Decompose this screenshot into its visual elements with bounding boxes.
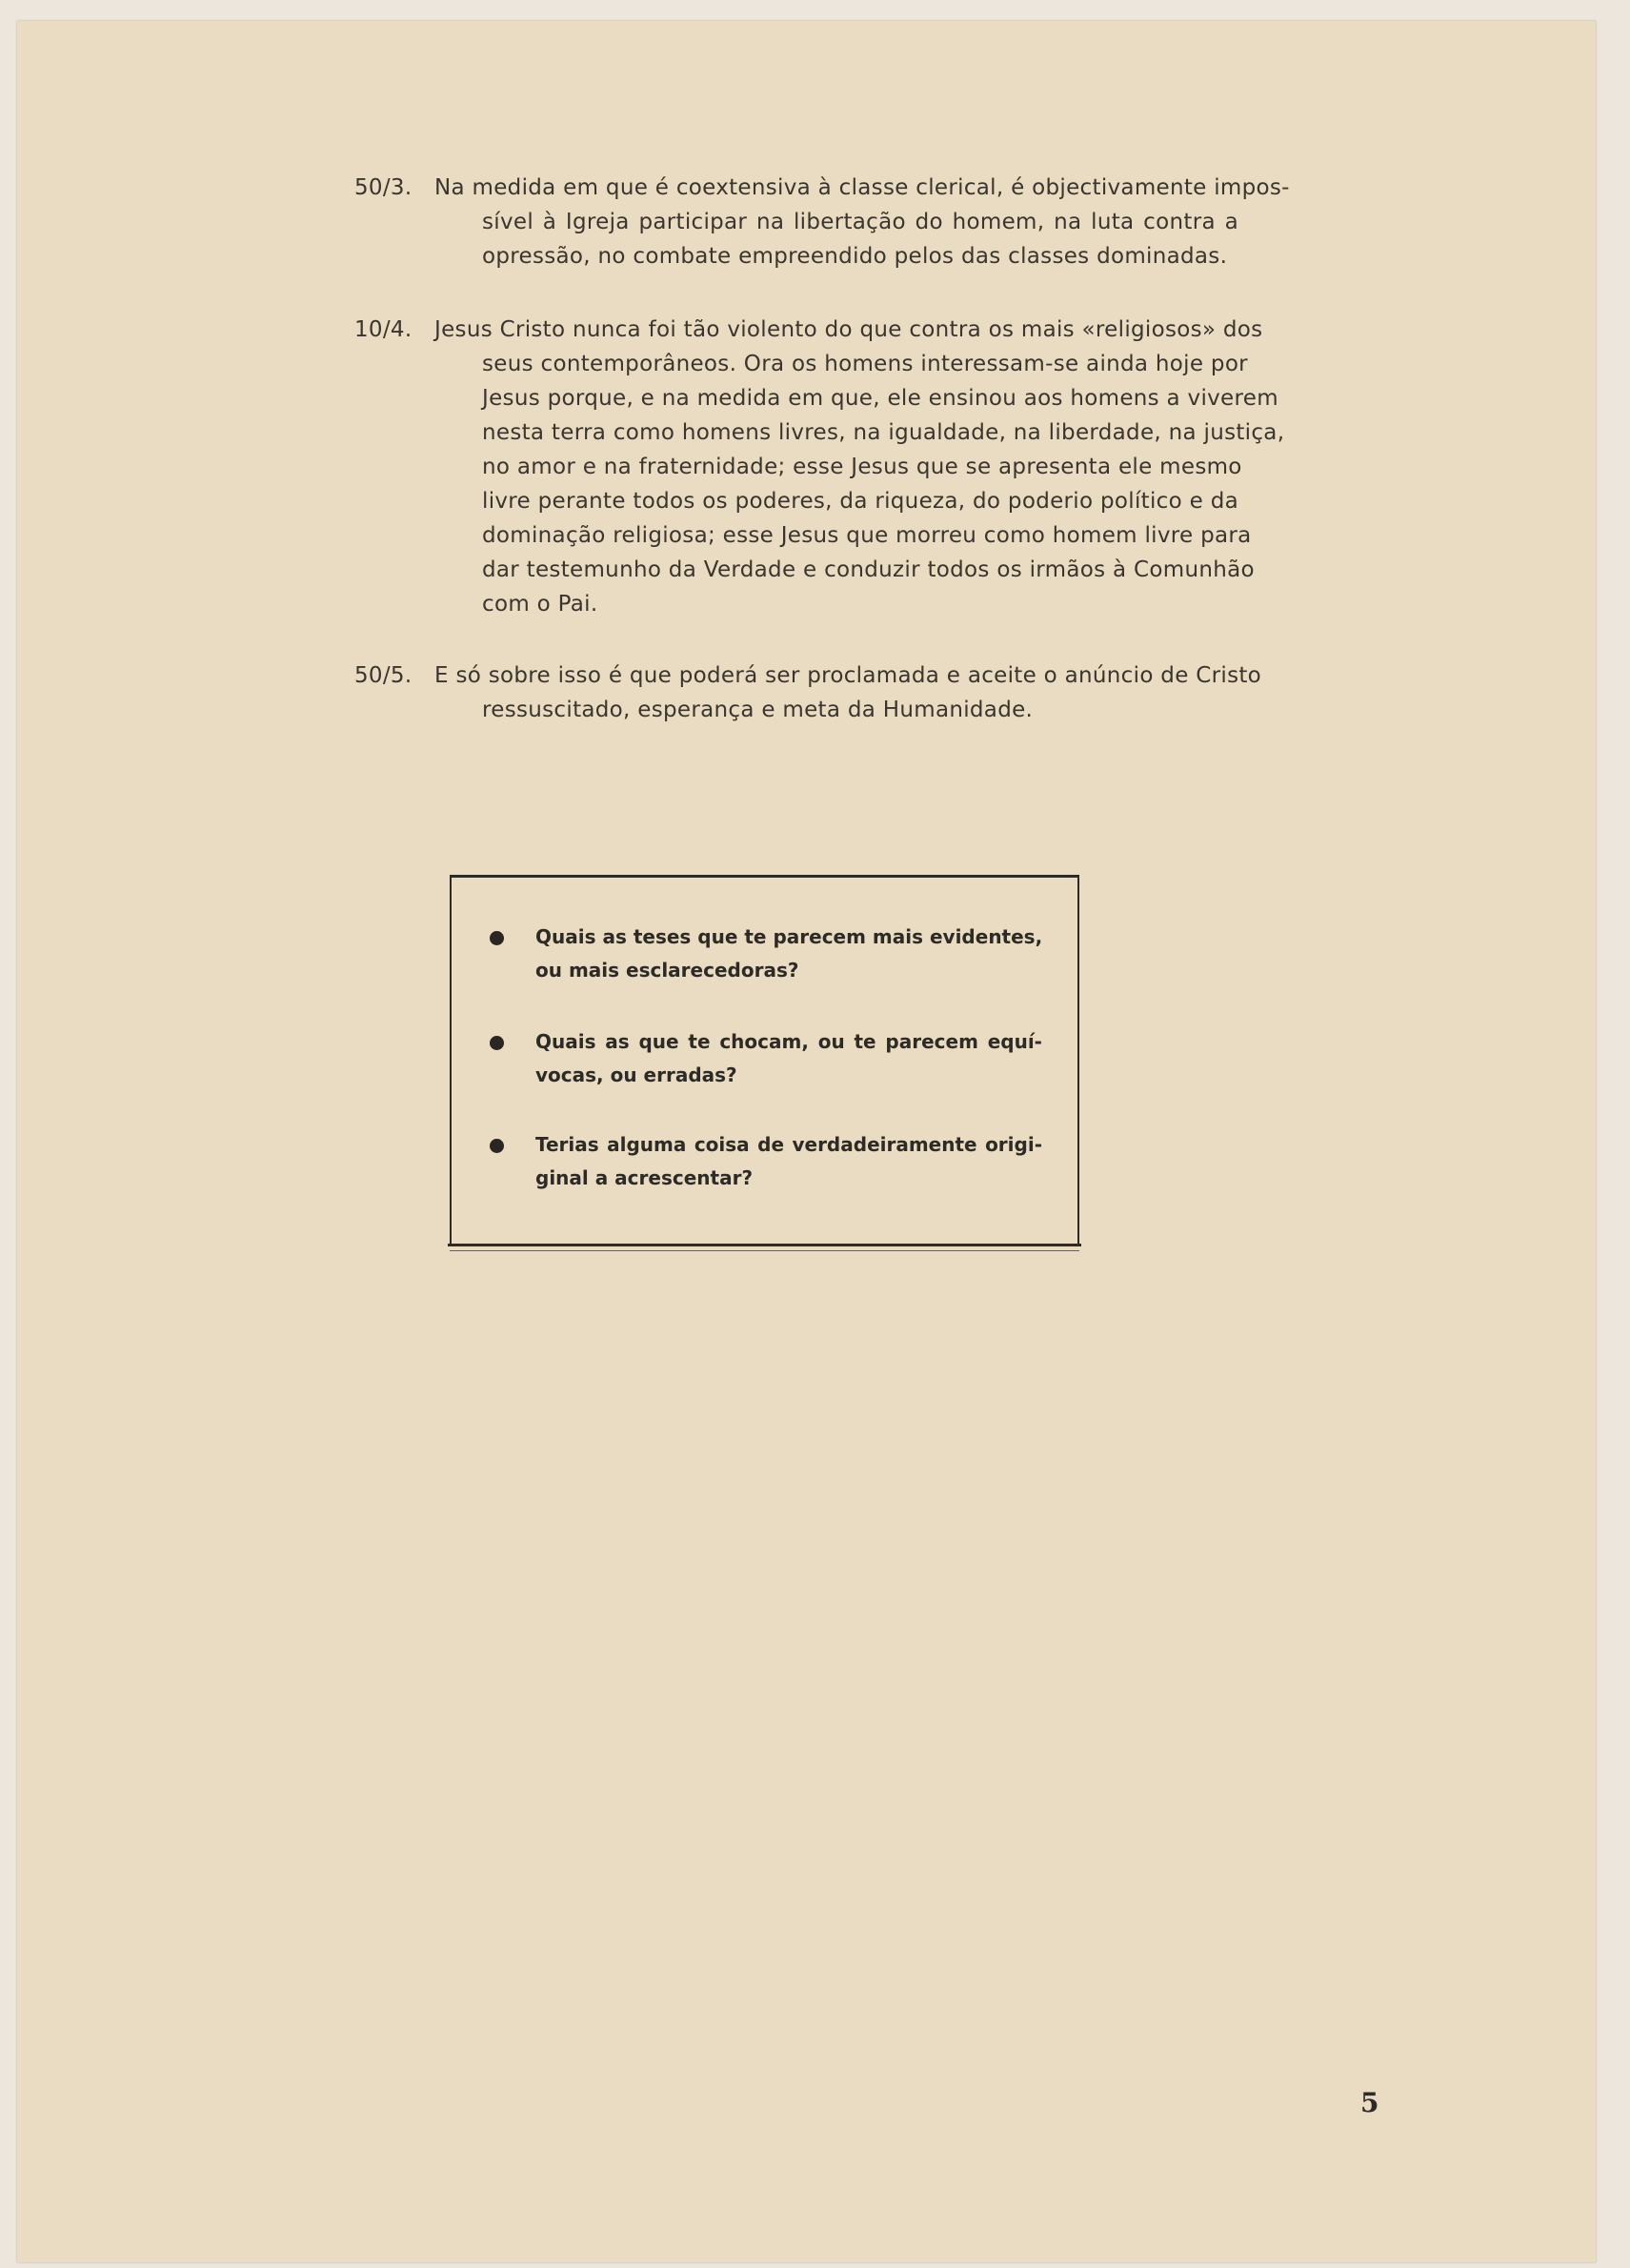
- thesis-line: E só sobre isso é que poderá ser proclamada e aceite o anúncio de Cristo: [434, 663, 1262, 688]
- question-line: ou mais esclarecedoras?: [535, 959, 799, 982]
- thesis-line: seus contemporâneos. Ora os homens interessam-se ainda hoje por: [482, 352, 1248, 376]
- questions-box: [450, 875, 1079, 1245]
- question-line: vocas, ou erradas?: [535, 1063, 737, 1086]
- question-line: ginal a acrescentar?: [535, 1166, 754, 1189]
- thesis-line: nesta terra como homens livres, na igualdade, na liberdade, na justiça,: [482, 420, 1285, 445]
- question-line: Quais as teses que te parecem mais evidentes,: [535, 925, 1043, 948]
- thesis-line: dar testemunho da Verdade e conduzir todos os irmãos à Comunhão: [482, 557, 1255, 582]
- thesis-line: no amor e na fraternidade; esse Jesus que se apresenta ele mesmo: [482, 455, 1242, 479]
- thesis-line: opressão, no combate empreendido pelos das classes dominadas.: [482, 244, 1228, 269]
- page-number: 5: [1360, 2087, 1379, 2118]
- thesis-line: Jesus Cristo nunca foi tão violento do que contra os mais «religiosos» dos: [434, 317, 1263, 342]
- box-bottom-rule: [448, 1244, 1081, 1246]
- thesis-line: dominação religiosa; esse Jesus que morreu como homem livre para: [482, 523, 1252, 548]
- thesis-line: ressuscitado, esperança e meta da Humanidade.: [482, 698, 1034, 722]
- thesis-line: com o Pai.: [482, 592, 598, 617]
- bullet-icon: [490, 1139, 504, 1153]
- thesis-number: 50/5.: [354, 663, 413, 688]
- thesis-number: 50/3.: [354, 175, 413, 200]
- thesis-line: sível à Igreja participar na libertação do homem, na luta contra a: [482, 210, 1238, 234]
- thesis-line: Na medida em que é coextensiva à classe clerical, é objectivamente impos-: [434, 175, 1290, 200]
- thesis-line: Jesus porque, e na medida em que, ele ensinou aos homens a viverem: [482, 386, 1278, 411]
- thesis-line: livre perante todos os poderes, da riqueza, do poderio político e da: [482, 489, 1238, 514]
- question-line: Terias alguma coisa de verdadeiramente origi-: [535, 1133, 1042, 1156]
- box-bottom-rule-thin: [450, 1250, 1079, 1251]
- thesis-number: 10/4.: [354, 317, 413, 342]
- bullet-icon: [490, 1036, 504, 1050]
- bullet-icon: [490, 931, 504, 945]
- question-line: Quais as que te chocam, ou te parecem equí-: [535, 1030, 1042, 1053]
